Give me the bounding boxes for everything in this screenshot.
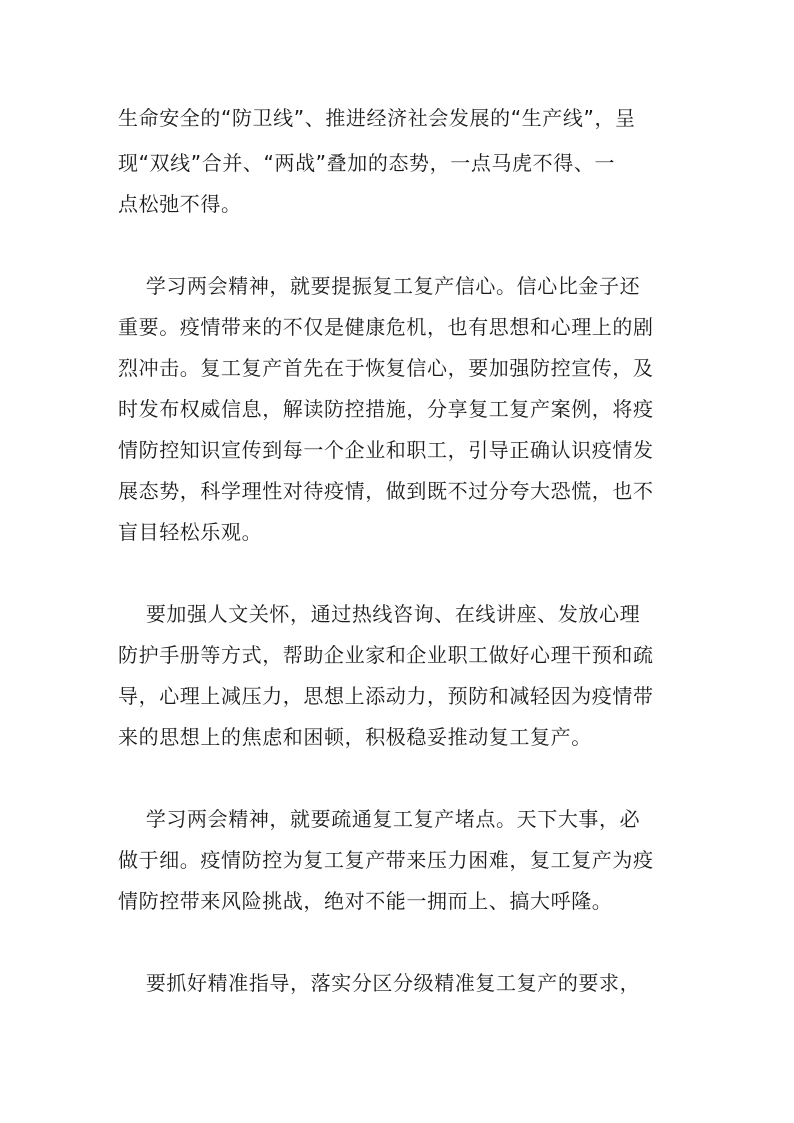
text-line: 烈冲击。复工复产首先在于恢复信心，要加强防控宣传，及 (118, 356, 654, 380)
text-line: 展态势，科学理性对待疫情，做到既不过分夸大恐慌，也不 (118, 479, 654, 503)
text-line: 重要。疫情带来的不仅是健康危机，也有思想和心理上的剧 (118, 315, 654, 339)
text-line: 生命安全的“防卫线”、推进经济社会发展的“生产线”，呈 (118, 106, 636, 130)
text-line: 防护手册等方式，帮助企业家和企业职工做好心理干预和疏 (118, 643, 654, 667)
text-line: 学习两会精神，就要提振复工复产信心。信心比金子还 (118, 274, 641, 298)
text-line: 时发布权威信息，解读防控措施，分享复工复产案例，将疫 (118, 397, 654, 421)
text-line: 做于细。疫情防控为复工复产带来压力困难，复工复产为疫 (118, 848, 654, 872)
text-line: 要抓好精准指导，落实分区分级精准复工复产的要求， (118, 971, 641, 995)
text-line: 现“双线”合并、“两战”叠加的态势，一点马虎不得、一 (118, 151, 616, 175)
text-line: 点松弛不得。 (118, 192, 242, 216)
text-line: 情防控知识宣传到每一个企业和职工，引导正确认识疫情发 (118, 438, 654, 462)
text-line: 盲目轻松乐观。 (118, 520, 263, 544)
text-line: 情防控带来风险挑战，绝对不能一拥而上、搞大呼隆。 (118, 889, 613, 913)
text-line: 来的思想上的焦虑和困顿，积极稳妥推动复工复产。 (118, 725, 592, 749)
text-line: 导，心理上减压力，思想上添动力，预防和减轻因为疫情带 (118, 684, 654, 708)
text-line: 学习两会精神，就要疏通复工复产堵点。天下大事，必 (118, 807, 641, 831)
text-line: 要加强人文关怀，通过热线咨询、在线讲座、发放心理 (118, 602, 641, 626)
